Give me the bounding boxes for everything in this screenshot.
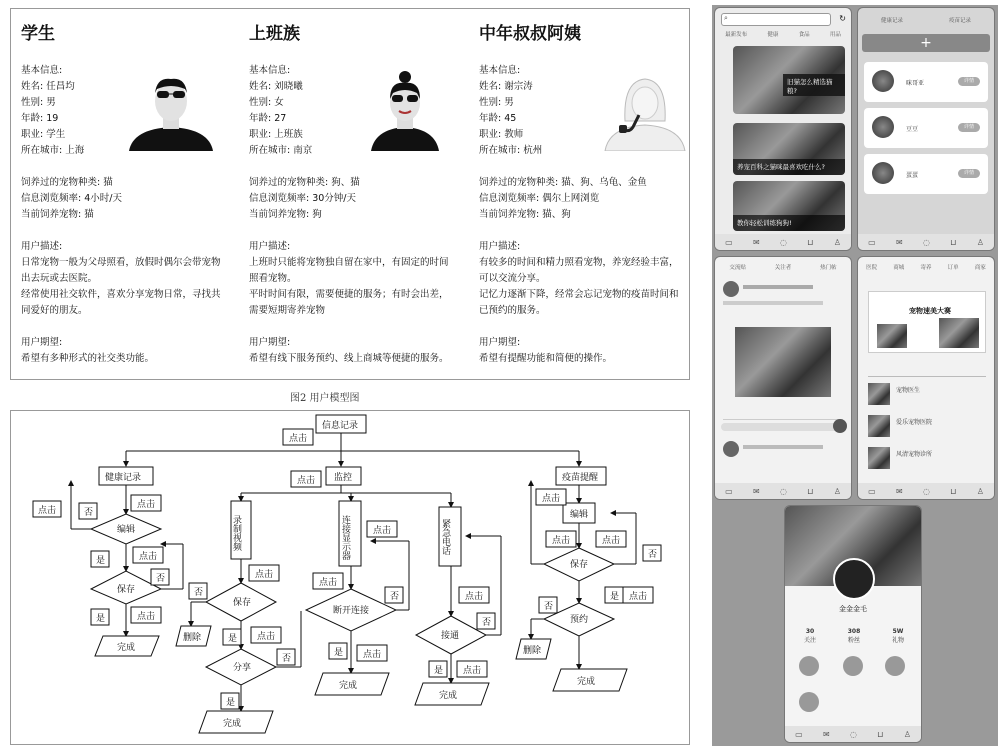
label-vaccine-save: 保存 — [570, 560, 589, 570]
service-name: 风清宠物诊所 — [896, 451, 933, 458]
tab-health[interactable]: 健康 — [767, 32, 779, 38]
label-share: 分享 — [233, 663, 252, 673]
tab-posts[interactable]: 交流贴 — [729, 265, 746, 271]
profile-icon[interactable]: ♙ — [833, 486, 841, 496]
persona-browse: 信息浏览频率: 偶尔上网浏览 — [479, 193, 600, 204]
persona-age: 年龄: 27 — [249, 113, 287, 124]
post-text — [723, 301, 823, 305]
persona-title: 上班族 — [249, 24, 300, 44]
chat-icon[interactable]: ◌ — [922, 237, 930, 247]
search-input[interactable] — [721, 13, 831, 26]
edit-icon[interactable] — [843, 656, 863, 676]
refresh-icon[interactable]: ↻ — [839, 14, 846, 23]
pet-name: 蛋蛋 — [906, 172, 919, 179]
post-author — [743, 285, 813, 289]
flowchart-panel — [10, 410, 690, 745]
persona-desc-2: 经常使用社交软件，喜欢分享宠物日常，寻找共同爱好的朋友。 — [21, 289, 221, 316]
label-vaccine: 疫苗提醒 — [562, 473, 599, 483]
persona-pets: 饲养过的宠物种类: 猫、狗、乌龟、金鱼 — [479, 177, 647, 188]
edge-click: 点击 — [255, 570, 274, 580]
home-icon[interactable]: ▭ — [868, 237, 876, 247]
profile-icon[interactable]: ♙ — [833, 237, 841, 247]
persona-expect: 希望有提醒功能和简便的操作。 — [479, 353, 613, 364]
chat-icon[interactable]: ◌ — [779, 486, 787, 496]
edge-click: 点击 — [463, 666, 482, 676]
persona-middle-aged — [469, 9, 695, 379]
tab-hot[interactable]: 热门帖 — [820, 265, 837, 271]
chat-icon[interactable]: ◌ — [922, 486, 930, 496]
expect-header: 用户期望: — [249, 337, 291, 348]
tab-latest[interactable]: 最新发布 — [725, 32, 748, 38]
mail-icon[interactable]: ✉ — [895, 486, 903, 496]
persona-expect: 希望有多种形式的社交类功能。 — [21, 353, 155, 364]
home-icon[interactable]: ▭ — [795, 729, 803, 739]
persona-city: 所在城市: 上海 — [21, 145, 85, 156]
persona-browse: 信息浏览频率: 4小时/天 — [21, 193, 122, 204]
edge-yes: 是 — [96, 614, 106, 624]
bottom-nav — [785, 726, 921, 742]
post-actions — [723, 412, 843, 420]
edge-click: 点击 — [542, 494, 561, 504]
edge-no: 否 — [194, 588, 204, 598]
basic-header: 基本信息: — [479, 65, 521, 76]
persona-desc-2: 记忆力逐渐下降，经常会忘记宠物的疫苗时间和已预约的服务。 — [479, 289, 679, 316]
desc-header: 用户描述: — [21, 241, 63, 252]
pet-avatar — [872, 70, 894, 92]
persona-current-pet: 当前饲养宠物: 狗 — [249, 209, 322, 220]
article-card[interactable] — [733, 46, 845, 114]
label-connected: 接通 — [441, 631, 460, 641]
detail-button[interactable]: 详情 — [958, 77, 980, 86]
edge-click: 点击 — [363, 650, 382, 660]
expect-header: 用户期望: — [479, 337, 521, 348]
home-icon[interactable]: ▭ — [725, 486, 733, 496]
persona-title: 中年叔叔阿姨 — [479, 24, 581, 44]
service-thumb — [868, 447, 890, 469]
label-connect-display: 连接显示器 — [340, 515, 350, 560]
persona-job: 职业: 教师 — [479, 129, 524, 140]
edge-click: 点击 — [629, 592, 648, 602]
edge-click: 点击 — [137, 500, 156, 510]
label-monitor: 监控 — [334, 473, 353, 483]
female-avatar-icon — [357, 71, 453, 151]
edge-click: 点击 — [552, 536, 571, 546]
profile-icon[interactable]: ♙ — [976, 237, 984, 247]
stat-following-count: 30 — [805, 628, 815, 635]
edge-click: 点击 — [465, 592, 484, 602]
persona-gender: 性别: 男 — [479, 97, 514, 108]
label-save: 保存 — [117, 585, 136, 595]
posts-icon[interactable] — [799, 656, 819, 676]
mail-icon[interactable]: ✉ — [895, 237, 903, 247]
phone-community — [714, 256, 852, 500]
edge-click: 点击 — [139, 552, 158, 562]
edge-no: 否 — [648, 550, 658, 560]
avatar[interactable] — [723, 281, 739, 297]
record-item[interactable] — [864, 62, 988, 102]
pet-name: 豆豆 — [906, 126, 919, 133]
cart-icon[interactable]: ⊔ — [807, 237, 814, 247]
label-disconnect: 断开连接 — [333, 606, 370, 616]
chat-icon[interactable]: ◌ — [779, 237, 787, 247]
pet-name: 咪哥亚 — [906, 80, 925, 87]
edge-yes: 是 — [96, 556, 106, 566]
stat-gifts-count: 5W — [892, 628, 904, 635]
label-share-done: 完成 — [223, 719, 242, 729]
stat-fans-count: 308 — [847, 628, 861, 635]
cart-icon[interactable]: ⊔ — [950, 237, 957, 247]
persona-desc-1: 有较多的时间和精力照看宠物，养宠经验丰富，可以交流分享。 — [479, 257, 679, 284]
detail-button[interactable]: 详情 — [958, 123, 980, 132]
add-record-button[interactable]: + — [862, 34, 990, 52]
article-card[interactable] — [733, 123, 845, 175]
label-vaccine-done: 完成 — [577, 677, 596, 687]
basic-header: 基本信息: — [249, 65, 291, 76]
persona-job: 职业: 学生 — [21, 129, 66, 140]
persona-name: 姓名: 刘晓曦 — [249, 81, 303, 92]
stat-gifts-label[interactable]: 礼物 — [891, 637, 904, 644]
label-edit: 编辑 — [117, 525, 136, 535]
app-mockups-panel — [712, 5, 998, 746]
edge-no: 否 — [84, 508, 94, 518]
persona-city: 所在城市: 杭州 — [479, 145, 543, 156]
avatar[interactable] — [833, 419, 847, 433]
profile-username: 金金金毛 — [839, 605, 867, 613]
label-call-done: 完成 — [439, 691, 458, 701]
article-title: 养宠百科之猫咪最喜欢吃什么? — [733, 159, 845, 175]
bottom-nav — [715, 483, 851, 499]
label-record-video: 录制视频 — [231, 515, 241, 551]
promo-banner[interactable] — [868, 291, 986, 353]
persona-city: 所在城市: 南京 — [249, 145, 313, 156]
record-item[interactable] — [864, 108, 988, 148]
label-vaccine-edit: 编辑 — [570, 510, 589, 520]
edge-yes: 是 — [226, 698, 236, 708]
edge-no: 否 — [390, 592, 400, 602]
persona-office-worker — [239, 9, 465, 379]
service-name: 爱乐宠物医院 — [896, 419, 933, 426]
mail-icon[interactable]: ✉ — [822, 729, 830, 739]
article-title: 教你轻松训练狗狗! — [733, 215, 845, 231]
persona-gender: 性别: 男 — [21, 97, 56, 108]
label-health-done: 完成 — [117, 643, 136, 653]
edge-click: 点击 — [38, 506, 57, 516]
article-card[interactable] — [733, 181, 845, 231]
label-delete: 删除 — [183, 633, 202, 643]
mail-icon[interactable]: ✉ — [752, 486, 760, 496]
edge-click: 点击 — [319, 578, 338, 588]
edge-no: 否 — [482, 618, 492, 628]
user-persona-panel — [10, 8, 690, 380]
stat-following-label[interactable]: 关注 — [803, 637, 816, 644]
persona-age: 年龄: 19 — [21, 113, 59, 124]
bottom-nav — [858, 483, 994, 499]
pet-avatar — [872, 116, 894, 138]
cart-icon[interactable]: ⊔ — [807, 486, 814, 496]
edge-click: 点击 — [602, 536, 621, 546]
persona-gender: 性别: 女 — [249, 97, 284, 108]
gift-icon[interactable] — [885, 656, 905, 676]
service-thumb — [868, 415, 890, 437]
edge-yes: 是 — [228, 634, 238, 644]
tab-supplies[interactable]: 用品 — [829, 32, 841, 38]
service-name: 宠物医生 — [896, 387, 921, 394]
post-image[interactable] — [735, 327, 831, 397]
label-disconnect-done: 完成 — [339, 681, 358, 691]
pet-avatar — [872, 162, 894, 184]
edge-click: 点击 — [257, 632, 276, 642]
comment-text — [743, 445, 823, 449]
tab-mall[interactable]: 商城 — [893, 265, 905, 271]
stat-fans-label[interactable]: 粉丝 — [847, 637, 860, 644]
persona-age: 年龄: 45 — [479, 113, 517, 124]
tab-orders[interactable]: 订单 — [947, 265, 959, 271]
record-item[interactable] — [864, 154, 988, 194]
comment-input[interactable] — [721, 423, 839, 431]
edge-no: 否 — [282, 654, 292, 664]
persona-title: 学生 — [21, 24, 55, 44]
bottom-nav — [715, 234, 851, 250]
profile-icon[interactable]: ♙ — [976, 486, 984, 496]
persona-desc-1: 日常宠物一般为父母照看，放假时偶尔会带宠物出去玩或去医院。 — [21, 257, 221, 284]
edge-yes: 是 — [334, 648, 344, 658]
bottom-nav — [858, 234, 994, 250]
persona-expect: 希望有线下服务预约、线上商城等便捷的服务。 — [249, 353, 449, 364]
home-icon[interactable]: ▭ — [868, 486, 876, 496]
edge-click: 点击 — [297, 476, 316, 486]
persona-name: 姓名: 任昌均 — [21, 81, 75, 92]
phone-profile — [784, 505, 922, 743]
service-item[interactable] — [868, 415, 986, 439]
mail-icon[interactable]: ✉ — [752, 237, 760, 247]
label-appointment: 预约 — [570, 615, 589, 625]
service-thumb — [868, 383, 890, 405]
flowchart-diagram — [11, 411, 691, 746]
avatar[interactable] — [723, 441, 739, 457]
edge-yes: 是 — [610, 592, 620, 602]
cart-icon[interactable]: ⊔ — [877, 729, 884, 739]
detail-button[interactable]: 详情 — [958, 169, 980, 178]
edge-click: 点击 — [373, 526, 392, 536]
chat-icon[interactable]: ◌ — [849, 729, 857, 739]
persona-student — [11, 9, 237, 379]
persona-desc-1: 上班时只能将宠物独自留在家中，有固定的时间照看宠物。 — [249, 257, 449, 284]
avatar[interactable] — [833, 558, 875, 600]
persona-current-pet: 当前饲养宠物: 猫 — [21, 209, 94, 220]
edge-yes: 是 — [434, 666, 444, 676]
elder-avatar-icon — [597, 71, 693, 151]
phone-health-records — [857, 7, 995, 251]
banner-title: 宠物速美大赛 — [909, 307, 951, 315]
share-icon[interactable] — [799, 692, 819, 712]
persona-job: 职业: 上班族 — [249, 129, 303, 140]
article-title: 旧猫怎么精选猫粮? — [783, 74, 845, 96]
edge-no: 否 — [156, 574, 166, 584]
basic-header: 基本信息: — [21, 65, 63, 76]
filter-bar[interactable] — [868, 371, 986, 377]
label-save-video: 保存 — [233, 598, 252, 608]
home-icon[interactable]: ▭ — [725, 237, 733, 247]
label-vaccine-delete: 删除 — [523, 646, 542, 656]
desc-header: 用户描述: — [249, 241, 291, 252]
profile-icon[interactable]: ♙ — [903, 729, 911, 739]
tab-food[interactable]: 食品 — [798, 32, 810, 38]
service-item[interactable] — [868, 447, 986, 471]
desc-header: 用户描述: — [479, 241, 521, 252]
cart-icon[interactable]: ⊔ — [950, 486, 957, 496]
phone-services — [857, 256, 995, 500]
service-item[interactable] — [868, 383, 986, 407]
tab-followers[interactable]: 关注者 — [774, 265, 792, 271]
tab-merchant[interactable]: 商家 — [974, 265, 986, 271]
male-avatar-icon — [123, 71, 219, 151]
persona-browse: 信息浏览频率: 30分钟/天 — [249, 193, 357, 204]
label-health: 健康记录 — [105, 473, 142, 483]
search-icon: ⌕ — [724, 14, 728, 22]
expect-header: 用户期望: — [21, 337, 63, 348]
phone-articles — [714, 7, 852, 251]
persona-current-pet: 当前饲养宠物: 猫、狗 — [479, 209, 571, 220]
label-emergency-call: 紧急电话 — [440, 519, 450, 555]
tab-health-records[interactable]: 健康记录 — [880, 18, 903, 24]
banner-image — [877, 324, 907, 348]
persona-pets: 饲养过的宠物种类: 猫 — [21, 177, 113, 188]
edge-no: 否 — [544, 602, 554, 612]
persona-pets: 饲养过的宠物种类: 狗、猫 — [249, 177, 360, 188]
tab-boarding[interactable]: 寄养 — [920, 265, 932, 271]
persona-desc-2: 平时时间有限，需要便捷的服务；有时会出差，需要短期寄养宠物 — [249, 289, 449, 316]
persona-name: 姓名: 谢宗涛 — [479, 81, 533, 92]
edge-click: 点击 — [137, 612, 156, 622]
tab-hospital[interactable]: 医院 — [866, 265, 878, 271]
edge-click: 点击 — [289, 434, 308, 444]
banner-image — [939, 318, 979, 348]
tab-vaccine-records[interactable]: 疫苗记录 — [948, 18, 971, 24]
label-root: 信息记录 — [322, 421, 359, 431]
figure-caption: 图2 用户模型图 — [290, 393, 360, 404]
vertical-node-labels — [231, 515, 451, 561]
